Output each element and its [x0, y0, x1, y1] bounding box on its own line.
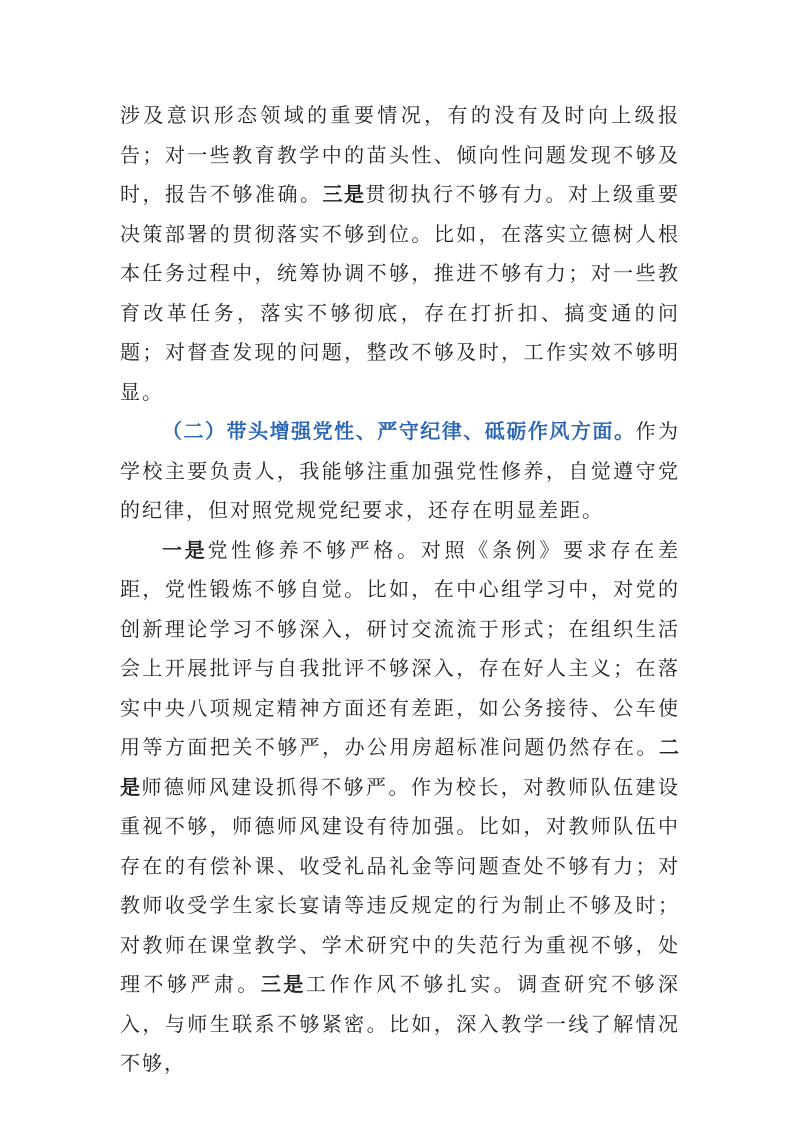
document-page	[120, 96, 680, 1084]
paragraph-3-text-a: 党性修养不够严格。对照《条例》要求存在差距，党性锻炼不够自觉。比如，在中心组学习中，对党的创新理论学习不够深入，研讨交流流于形式；在组织生活会上开展批评与自我批评不够深入，存在好人主义；在落实中央八项规定精神方面还有差距，如公务接待、公车使用等方面把关不够严，办公用房超标准问题仍然存在。	[120, 537, 681, 759]
paragraph-3-text-b: 师德师风建设抓得不够严。作为校长，对教师队伍建设重视不够，师德师风建设有待加强。比如，对教师队伍中存在的有偿补课、收受礼品礼金等问题查处不够有力；对教师收受学生家长宴请等违反规定的行为制止不够及时；对教师在课堂教学、学术研究中的失范行为重视不够，处理不够严肃。	[120, 774, 681, 996]
paragraph-1-emphasis-sanshi: 三是	[322, 182, 366, 206]
paragraph-2-text: 作为学校主要负责人，我能够注重加强党性修养，自觉遵守党的纪律，但对照党规党纪要求，还存在明显差距。	[120, 419, 681, 522]
paragraph-1-text-a: 涉及意识形态领域的重要情况，有的没有及时向上级报告；对一些教育教学中的苗头性、倾向性问题发现不够及时，报告不够准确。	[120, 103, 680, 206]
paragraph-1-text-b: 贯彻执行不够有力。对上级重要决策部署的贯彻落实不够到位。比如，在落实立德树人根本任务过程中，统筹协调不够，推进不够有力；对一些教育改革任务，落实不够彻底，存在打折扣、搞变通的问题；对督查发现的问题，整改不够及时，工作实效不够明显。	[120, 182, 680, 404]
paragraph-3	[120, 531, 680, 1084]
paragraph-2	[120, 412, 680, 531]
paragraph-3-emphasis-yishi: 一是	[162, 537, 208, 562]
paragraph-1	[120, 96, 680, 412]
section-heading-2: （二）带头增强党性、严守纪律、砥砺作风方面。	[162, 419, 636, 443]
paragraph-3-emphasis-ershi: 二是	[120, 735, 680, 799]
paragraph-3-emphasis-sanshi: 三是	[260, 972, 306, 996]
paragraph-3-text-c: 工作作风不够扎实。调查研究不够深入，与师生联系不够紧密。比如，深入教学一线了解情况不够，	[120, 972, 681, 1075]
